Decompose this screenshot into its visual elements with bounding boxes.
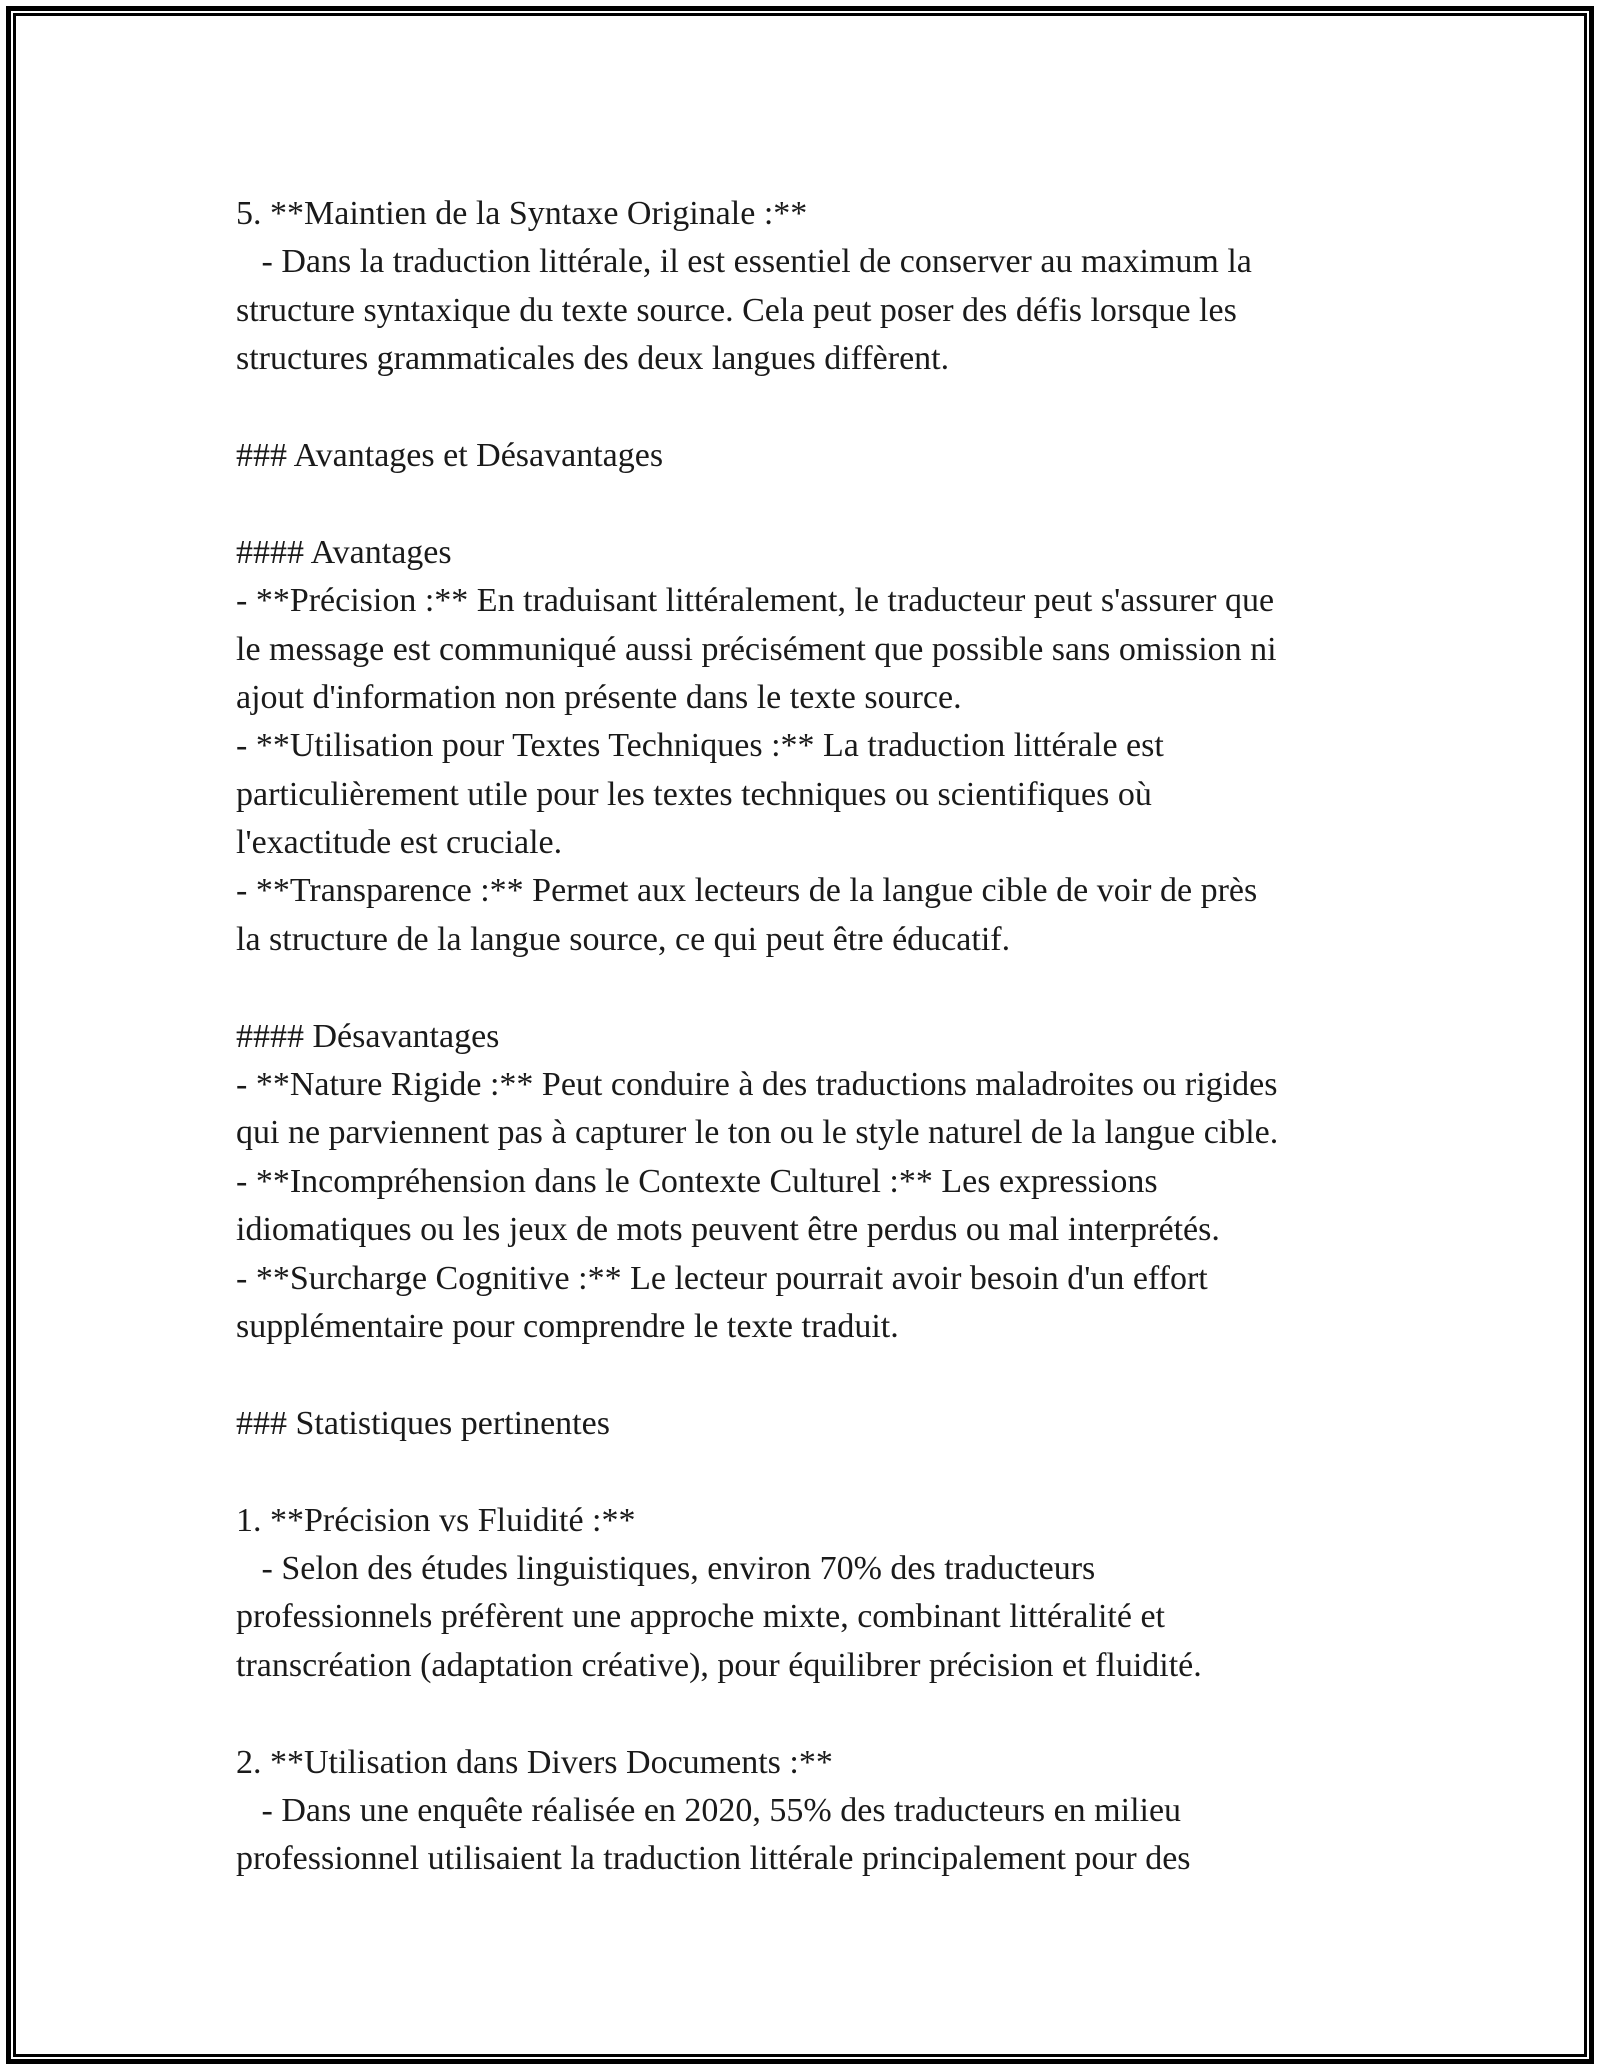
text-line: 5. **Maintien de la Syntaxe Originale :** [236, 195, 808, 232]
text-line: - **Précision :** En traduisant littéralement, le traducteur peut s'assurer que [236, 582, 1275, 620]
blank-line [236, 964, 1396, 1012]
text-line: - **Nature Rigide :** Peut conduire à des traductions maladroites ou rigides [236, 1066, 1278, 1104]
text-line: ### Statistiques pertinentes [236, 1404, 610, 1442]
text-line: structure syntaxique du texte source. Cela peut poser des défis lorsque les [236, 291, 1237, 329]
text-line: - **Surcharge Cognitive :** Le lecteur pourrait avoir besoin d'un effort [236, 1259, 1208, 1297]
text-line: transcréation (adaptation créative), pour équilibrer précision et fluidité. [236, 1646, 1202, 1684]
text-line: professionnel utilisaient la traduction littérale principalement pour des [236, 1840, 1191, 1878]
text-line: le message est communiqué aussi précisément que possible sans omission ni [236, 630, 1277, 668]
text-line: 1. **Précision vs Fluidité :** [236, 1501, 636, 1539]
text-line: supplémentaire pour comprendre le texte traduit. [236, 1307, 899, 1345]
text-line: #### Désavantages [236, 1017, 500, 1055]
blank-line [236, 480, 1396, 528]
text-line: ajout d'information non présente dans le texte source. [236, 678, 962, 716]
text-line: qui ne parviennent pas à capturer le ton ou le style naturel de la langue cible. [236, 1114, 1279, 1152]
text-line: l'exactitude est cruciale. [236, 824, 563, 862]
text-line: - **Utilisation pour Textes Techniques :** La traduction littérale est [236, 727, 1164, 765]
text-line: #### Avantages [236, 533, 452, 571]
blank-line [236, 1690, 1396, 1738]
text-line: particulièrement utile pour les textes techniques ou scientifiques où [236, 775, 1152, 813]
text-line: professionnels préfèrent une approche mixte, combinant littéralité et [236, 1598, 1165, 1636]
text-line: - Dans une enquête réalisée en 2020, 55% des traducteurs en milieu [236, 1791, 1182, 1829]
text-line: la structure de la langue source, ce qui peut être éducatif. [236, 920, 1011, 958]
text-line: - **Incompréhension dans le Contexte Culturel :** Les expressions [236, 1162, 1158, 1200]
text-line: 2. **Utilisation dans Divers Documents :** [236, 1743, 833, 1781]
blank-line [236, 1351, 1396, 1399]
text-line: - **Transparence :** Permet aux lecteurs de la langue cible de voir de près [236, 872, 1258, 910]
document-body [236, 190, 1396, 1884]
text-line: - Selon des études linguistiques, environ 70% des traducteurs [236, 1549, 1096, 1587]
text-line: ### Avantages et Désavantages [236, 436, 664, 474]
blank-line [236, 1448, 1396, 1496]
blank-line [236, 384, 1396, 432]
text-line: idiomatiques ou les jeux de mots peuvent être perdus ou mal interprétés. [236, 1211, 1220, 1249]
text-line: structures grammaticales des deux langues diffèrent. [236, 340, 950, 378]
text-line: - Dans la traduction littérale, il est essentiel de conserver au maximum la [236, 243, 1252, 281]
